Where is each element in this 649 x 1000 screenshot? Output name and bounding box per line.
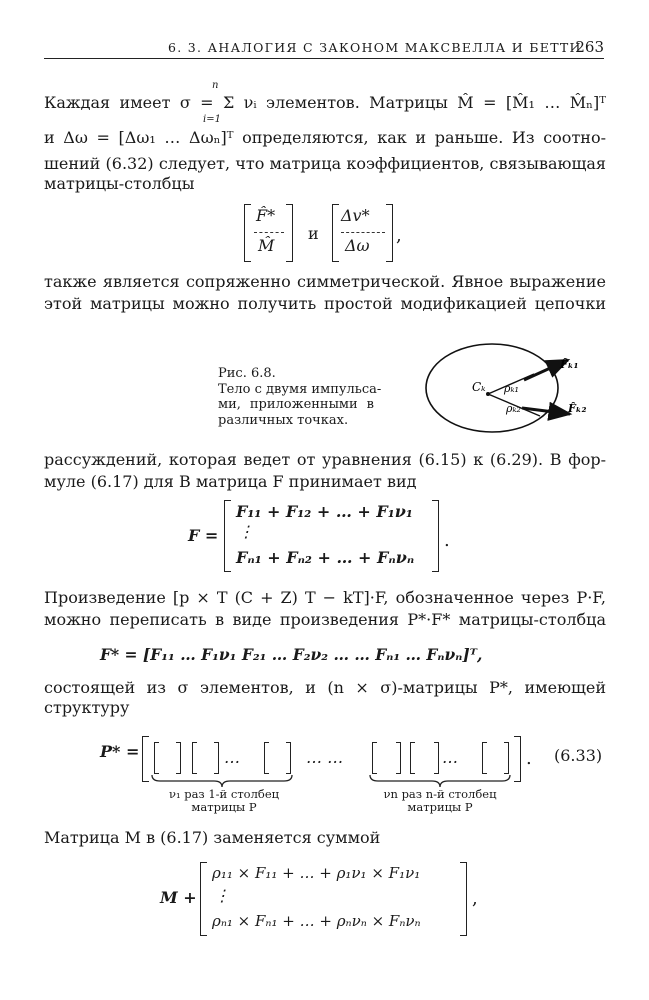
caption-line: различных точках. bbox=[218, 412, 349, 428]
page-number: 263 bbox=[575, 38, 604, 56]
text-line: можно переписать в виде произведения P*·F* матрицы-столбца bbox=[44, 610, 606, 629]
underbrace-2-label bbox=[378, 788, 502, 814]
colvec-a-bottom: M̂ bbox=[258, 236, 275, 255]
brace2-line1: νn раз n-й столбец bbox=[383, 787, 497, 801]
caption-line: Тело с двумя импульса- bbox=[218, 381, 382, 397]
text-line: и Δω = [Δω₁ … Δωₙ]ᵀ определяются, как и раньше. Из соотно- bbox=[44, 128, 606, 147]
body-impulse-diagram bbox=[410, 336, 610, 446]
text-line: рассуждений, которая ведет от уравнения (6.15) к (6.29). В фор- bbox=[44, 450, 606, 469]
eq-m-row1: ρ₁₁ × F₁₁ + … + ρ₁ν₁ × F₁ν₁ bbox=[212, 864, 421, 882]
colvec-b-bottom: Δω bbox=[345, 236, 370, 255]
header-title: 6. 3. АНАЛОГИЯ С ЗАКОНОМ МАКСВЕЛЛА И БЕТТИ bbox=[168, 40, 582, 55]
body-outline bbox=[426, 344, 558, 432]
colvec-a-top: F̂* bbox=[256, 206, 276, 225]
text-line: Произведение [p × T (C + Z) T − kT]·F, обозначенное через P·F, bbox=[44, 588, 606, 607]
pstar-inner-dots-2: … bbox=[442, 748, 458, 767]
text-line: также является сопряженно симметрической. Явное выражение bbox=[44, 272, 606, 291]
colvec-and: и bbox=[308, 224, 319, 243]
caption-line: ми, приложенными в bbox=[218, 397, 374, 412]
eq-m-row3: ρₙ₁ × Fₙ₁ + … + ρₙνₙ × Fₙνₙ bbox=[212, 912, 421, 930]
sum-upper-limit: n bbox=[212, 80, 219, 91]
brace1-line2: матрицы P bbox=[191, 800, 257, 814]
underbrace-1 bbox=[150, 774, 295, 788]
underbrace-2 bbox=[368, 774, 513, 788]
label-rho-k2: ρₖ₂ bbox=[506, 402, 521, 415]
eq-f-lhs: F = bbox=[188, 526, 219, 545]
label-rho-k1: ρₖ₁ bbox=[504, 382, 519, 395]
eq-m-row2: ⋮ bbox=[214, 886, 230, 905]
eq-f-star: F* = [F₁₁ … F₁ν₁ F₂₁ … F₂ν₂ … … Fₙ₁ … Fₙνₙ]ᵀ, bbox=[100, 645, 483, 664]
running-header bbox=[44, 38, 604, 59]
brace2-line2: матрицы P bbox=[407, 800, 473, 814]
brace1-line1: ν₁ раз 1-й столбец bbox=[168, 787, 280, 801]
text-line: Матрица M в (6.17) заменяется суммой bbox=[44, 828, 381, 847]
eq-f-row1: F₁₁ + F₁₂ + … + F₁ν₁ bbox=[236, 502, 413, 521]
equation-number: (6.33) bbox=[554, 746, 603, 765]
eq-f-row2: ⋮ bbox=[238, 522, 254, 541]
text-line: состоящей из σ элементов, и (n × σ)-матрицы P*, имеющей bbox=[44, 678, 606, 697]
text-line: муле (6.17) для B матрица F принимает вид bbox=[44, 472, 417, 491]
sum-lower-limit: i=1 bbox=[203, 114, 221, 125]
label-f-k1: F̂ₖ₁ bbox=[560, 358, 579, 371]
label-ck: Cₖ bbox=[472, 380, 486, 394]
text-line: этой матрицы можно получить простой модификацией цепочки bbox=[44, 294, 606, 313]
figure-caption bbox=[218, 366, 382, 428]
pstar-inner-dots: … bbox=[224, 748, 240, 767]
text-line: Каждая имеет σ = Σ νᵢ элементов. Матрицы M̂ = [M̂₁ … M̂ₙ]ᵀ bbox=[44, 93, 606, 112]
colvec-b-top: Δv* bbox=[341, 206, 370, 225]
eq-m-lhs: M + bbox=[160, 888, 197, 907]
eq-pstar-lhs: P* = bbox=[100, 742, 140, 761]
eq-f-row3: Fₙ₁ + Fₙ₂ + … + Fₙνₙ bbox=[236, 548, 415, 567]
underbrace-1-label bbox=[162, 788, 286, 814]
label-f-k2: F̂ₖ₂ bbox=[568, 402, 587, 415]
text-line: шений (6.32) следует, что матрица коэффициентов, связывающая bbox=[44, 154, 606, 173]
text-line: матрицы-столбцы bbox=[44, 174, 195, 193]
pstar-middle-dots: … … bbox=[306, 748, 344, 767]
text-line: структуру bbox=[44, 698, 130, 717]
caption-line: Рис. 6.8. bbox=[218, 366, 276, 381]
